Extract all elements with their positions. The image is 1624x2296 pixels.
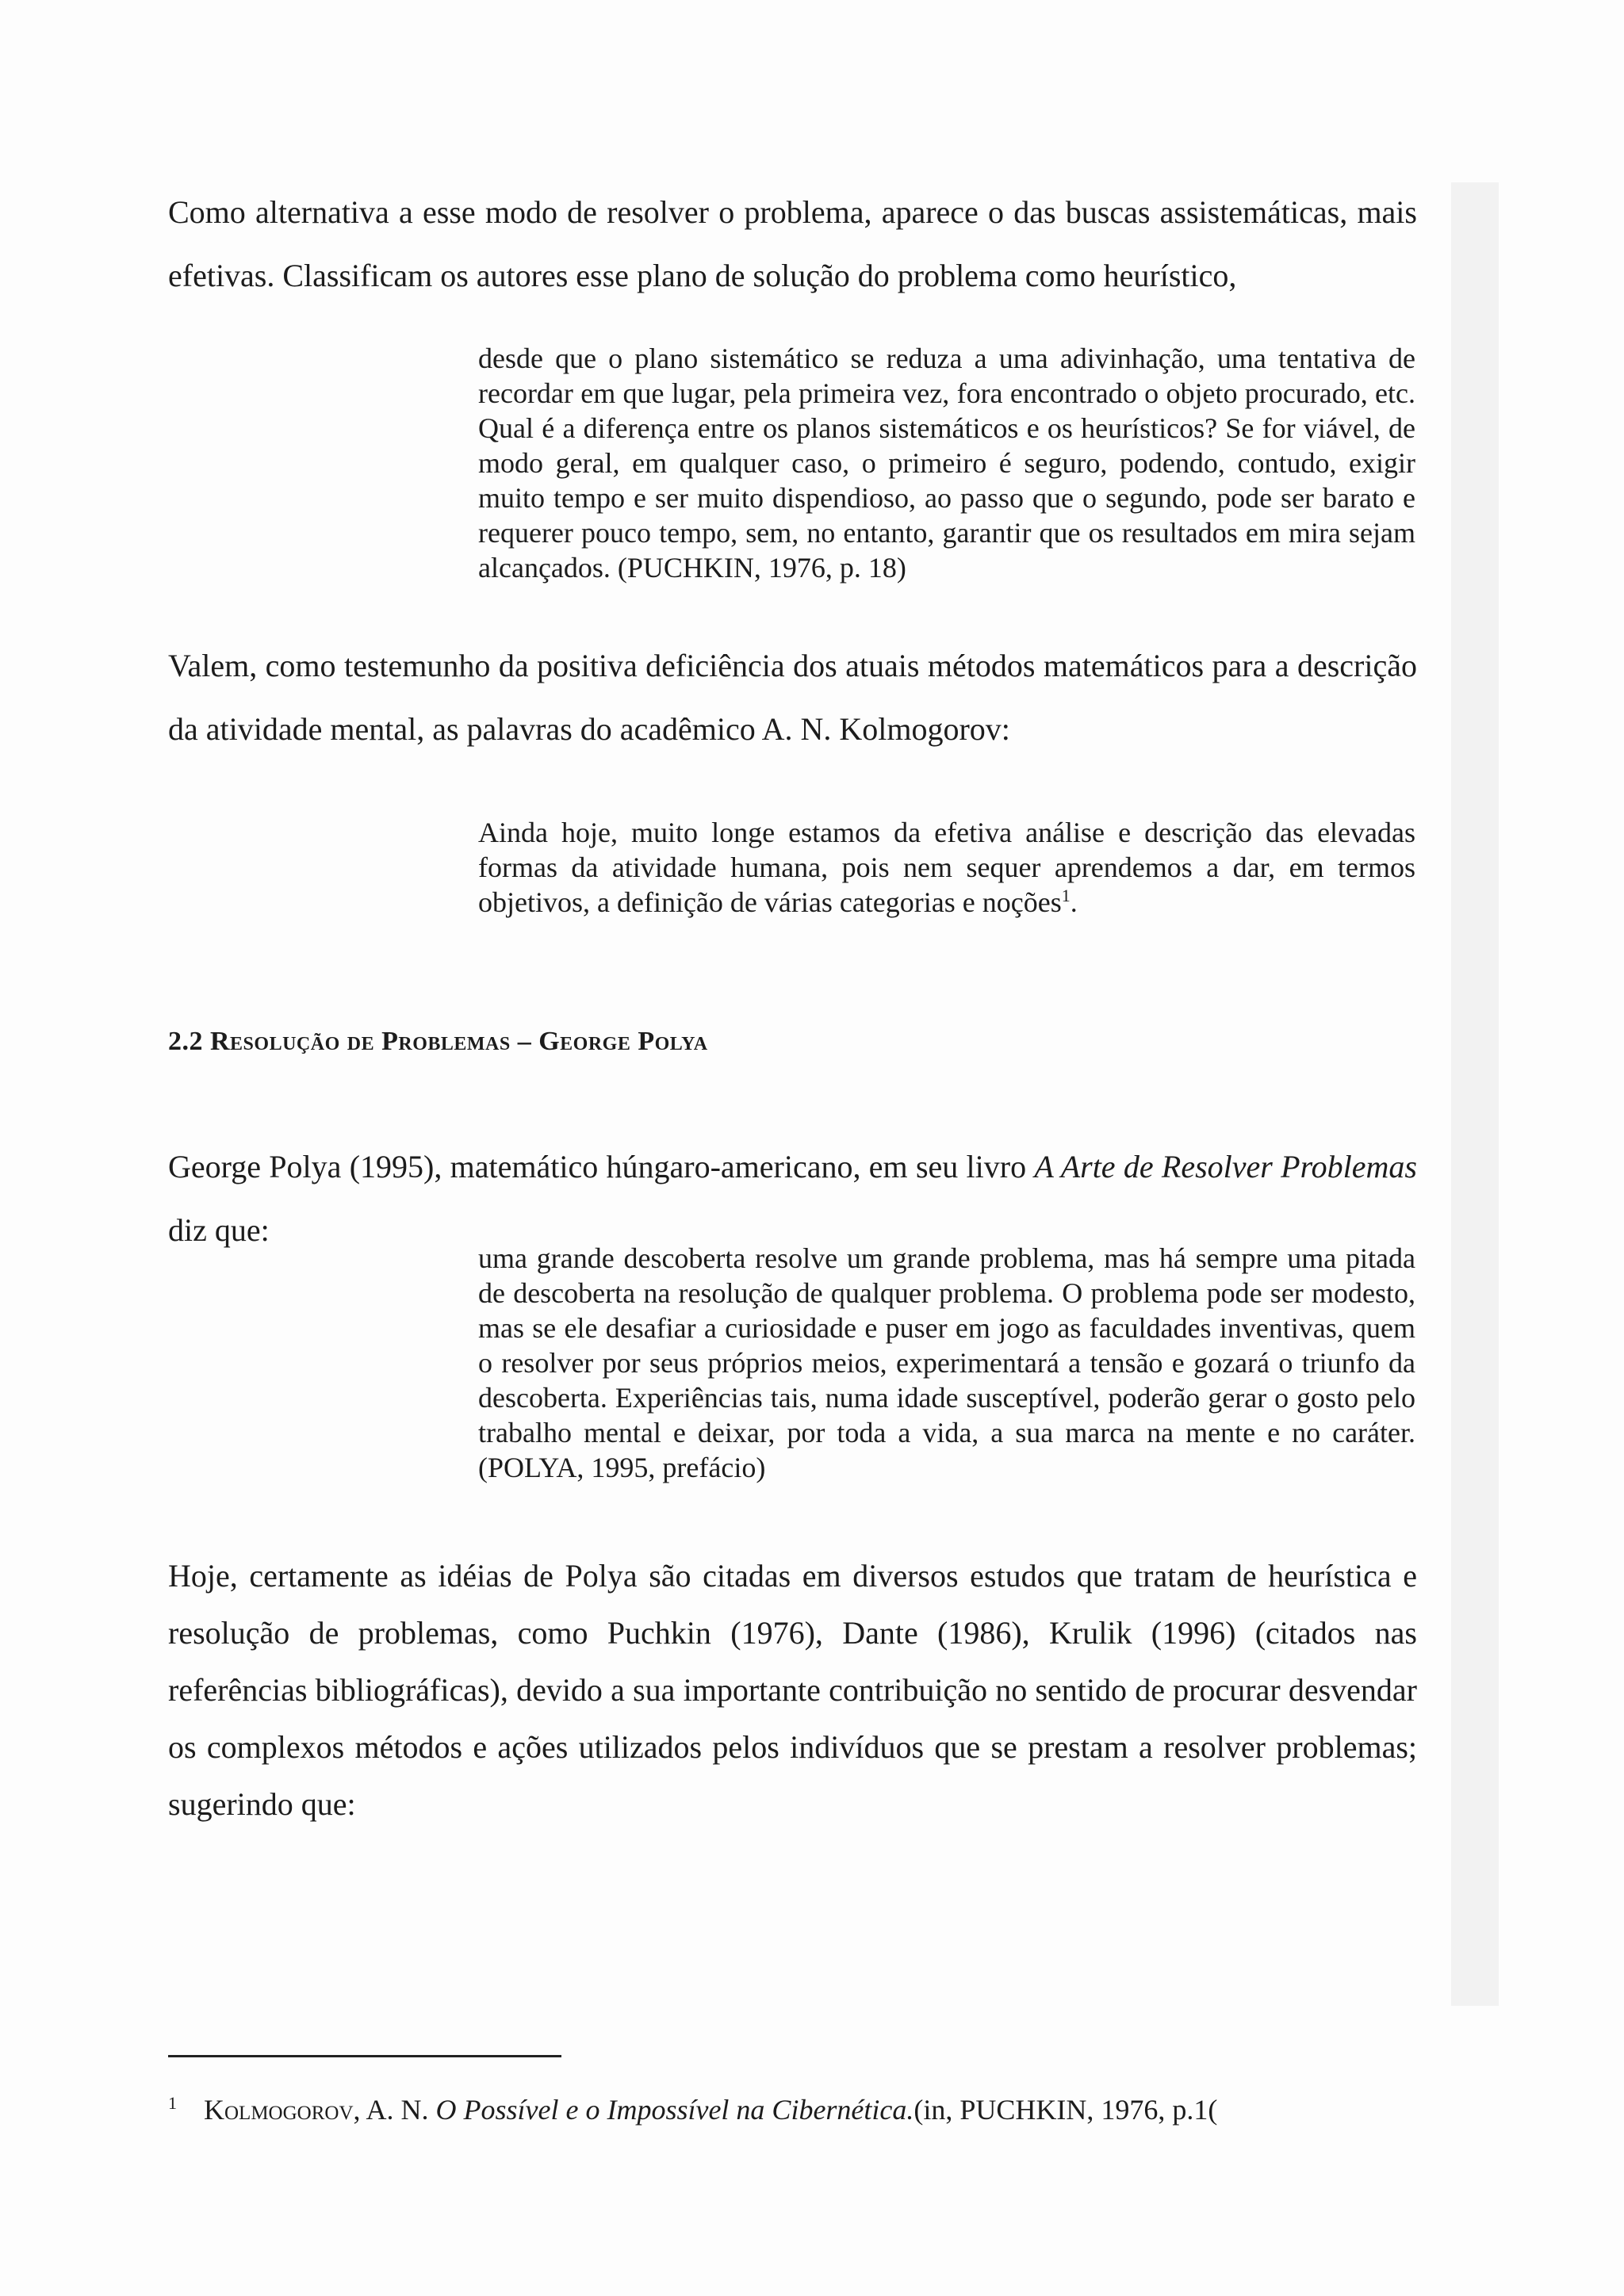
footnote-work-title: O Possível e o Impossível na Cibernética.	[435, 2094, 914, 2126]
quote-kolmogorov-end: .	[1070, 886, 1078, 918]
section-number: 2.2	[168, 1027, 203, 1056]
footnote-source: (in, PUCHKIN, 1976, p.1(	[914, 2094, 1218, 2126]
footnote	[168, 2093, 1217, 2126]
body-paragraph-1: Como alternativa a esse modo de resolver o problema, aparece o das buscas assistemáticas, mais efetivas. Classificam os autores esse plano de solução do problema como heurístico,	[168, 194, 1417, 293]
book-title: A Arte de Resolver Problemas	[1034, 1149, 1417, 1184]
section-heading	[168, 1027, 708, 1057]
block-quote-puchkin: desde que o plano sistemático se reduza a uma adivinhação, uma tentativa de recordar em que lugar, pela primeira vez, fora encontrado o objeto procurado, etc. Qual é a diferença entre os planos sistemáticos e os heurísticos? Se for viável, de modo geral, em qualquer caso, o primeiro é seguro, podendo, contudo, exigir muito tempo e ser muito dispendioso, ao passo que o segundo, pode ser barato e requerer pouco tempo, sem, no entanto, garantir que os resultados em mira sejam alcançados. (PUCHKIN, 1976, p. 18)	[478, 342, 1415, 584]
footnote-number: 1	[168, 2093, 177, 2113]
footnote-separator	[168, 2055, 561, 2057]
body-paragraph-4: Hoje, certamente as idéias de Polya são citadas em diversos estudos que tratam de heurística e resolução de problemas, como Puchkin (1976), Dante (1986), Krulik (1996) (citados nas referências bibliográficas), devido a sua importante contribuição no sentido de procurar desvendar os complexos métodos e ações utilizados pelos indivíduos que se prestam a resolver problemas; sugerindo que:	[168, 1558, 1417, 1822]
footnote-reference: 1	[1061, 886, 1071, 905]
paragraph-3-end: diz que:	[168, 1212, 270, 1248]
block-quote-polya: uma grande descoberta resolve um grande problema, mas há sempre uma pitada de descoberta na resolução de qualquer problema. O problema pode ser modesto, mas se ele desafiar a curiosidade e puser em jogo as faculdades inventivas, quem o resolver por seus próprios meios, experimentará a tensão e gozará o triunfo da descoberta. Experiências tais, numa idade susceptível, poderão gerar o gosto pelo trabalho mental e deixar, por toda a vida, a sua marca na mente e no caráter. (POLYA, 1995, prefácio)	[478, 1242, 1415, 1483]
quote-kolmogorov-text: Ainda hoje, muito longe estamos da efetiva análise e descrição das elevadas formas da atividade humana, pois nem sequer aprendemos a dar, em termos objetivos, a definição de várias categorias e noções	[478, 817, 1415, 918]
section-title: Resolução de Problemas – George Polya	[210, 1027, 708, 1056]
paragraph-3-intro: George Polya (1995), matemático húngaro-americano, em seu livro	[168, 1149, 1035, 1184]
footnote-author: Kolmogorov, A. N.	[204, 2094, 429, 2126]
scan-bleed-mark	[1451, 182, 1499, 2006]
body-paragraph-2: Valem, como testemunho da positiva deficiência dos atuais métodos matemáticos para a descrição da atividade mental, as palavras do acadêmico A. N. Kolmogorov:	[168, 648, 1417, 747]
block-quote-kolmogorov	[478, 815, 1415, 920]
